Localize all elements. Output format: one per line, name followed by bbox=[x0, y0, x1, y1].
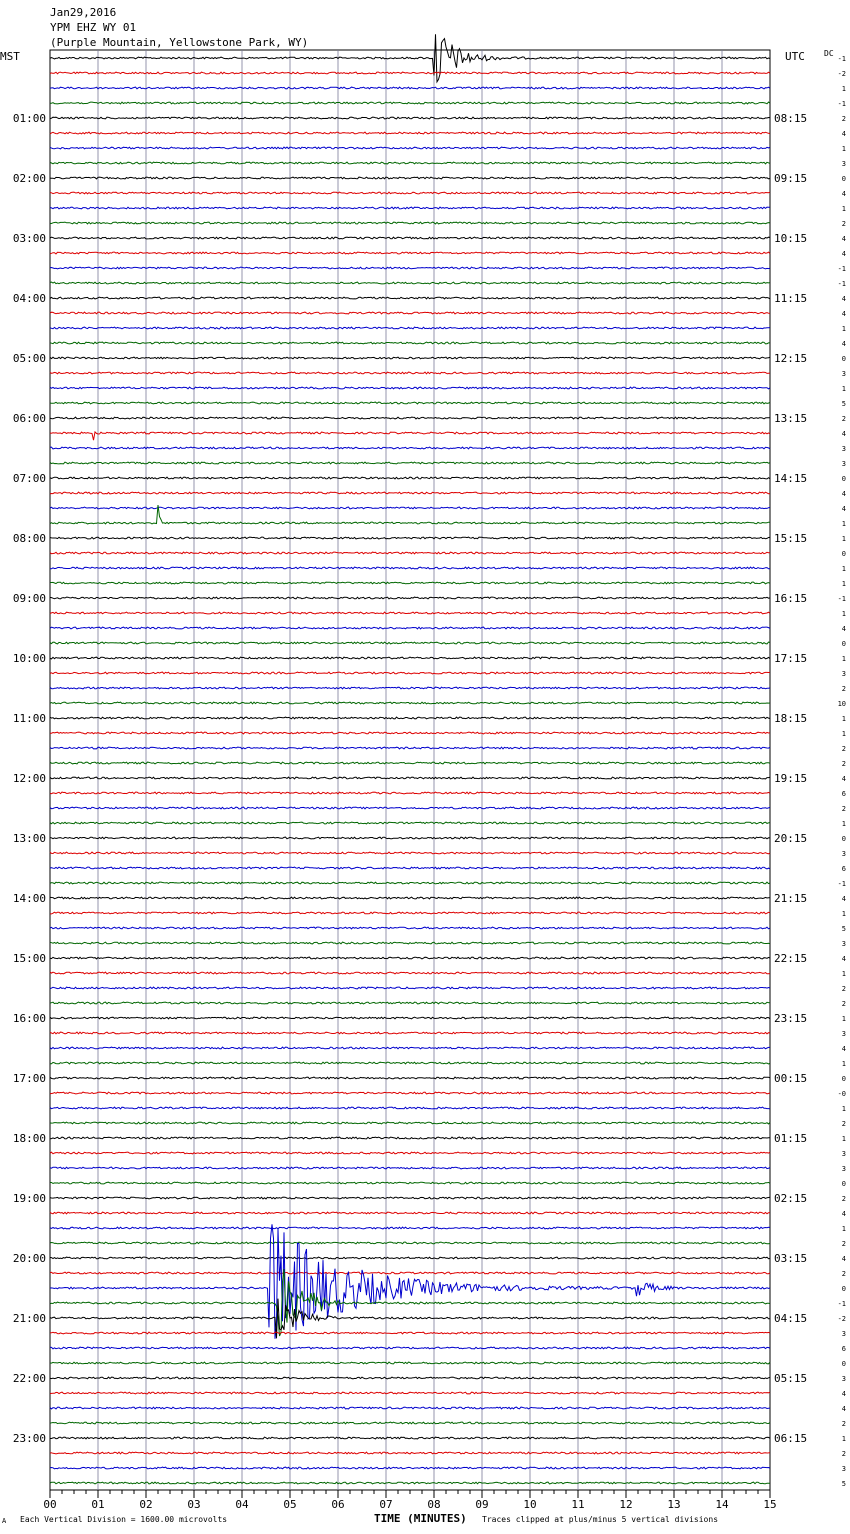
right-hour-label-12: 19:15 bbox=[774, 772, 808, 785]
dc-offset-91: 2 bbox=[841, 1420, 846, 1428]
trace-92 bbox=[50, 1437, 770, 1439]
dc-offset-83: -1 bbox=[837, 1300, 846, 1308]
trace-57 bbox=[50, 912, 770, 914]
trace-76 bbox=[50, 1197, 770, 1199]
left-hour-label-15: 15:00 bbox=[12, 952, 46, 965]
trace-91 bbox=[50, 1422, 770, 1424]
right-hour-label-19: 02:15 bbox=[774, 1192, 808, 1205]
left-hour-label-16: 16:00 bbox=[12, 1012, 46, 1025]
dc-offset-5: 4 bbox=[841, 130, 846, 138]
dc-offset-22: 1 bbox=[841, 385, 846, 393]
right-hour-label-15: 22:15 bbox=[774, 952, 808, 965]
left-hour-label-22: 22:00 bbox=[12, 1372, 46, 1385]
trace-63 bbox=[50, 1002, 770, 1004]
x-tick-label-14: 14 bbox=[715, 1498, 729, 1511]
scale-note: Each Vertical Division = 1600.00 microvolts bbox=[20, 1515, 228, 1524]
left-hour-label-9: 09:00 bbox=[12, 592, 46, 605]
right-hour-label-23: 06:15 bbox=[774, 1432, 808, 1445]
x-tick-label-2: 02 bbox=[139, 1498, 153, 1511]
right-hour-label-10: 17:15 bbox=[774, 652, 808, 665]
trace-19 bbox=[50, 342, 770, 344]
dc-offset-16: 4 bbox=[841, 295, 846, 303]
trace-50 bbox=[50, 807, 770, 809]
trace-34 bbox=[50, 567, 770, 569]
dc-offset-72: 1 bbox=[841, 1135, 846, 1143]
trace-85 bbox=[50, 1332, 770, 1334]
dc-offset-82: 0 bbox=[841, 1285, 846, 1293]
dc-offset-41: 3 bbox=[841, 670, 846, 678]
left-hour-label-12: 12:00 bbox=[12, 772, 46, 785]
x-tick-label-7: 07 bbox=[379, 1498, 393, 1511]
trace-74 bbox=[50, 1167, 770, 1169]
trace-28 bbox=[50, 477, 770, 479]
dc-offset-47: 2 bbox=[841, 760, 846, 768]
trace-72 bbox=[50, 1137, 770, 1139]
dc-offset-40: 1 bbox=[841, 655, 846, 663]
trace-41 bbox=[50, 672, 770, 674]
trace-81 bbox=[50, 1272, 770, 1274]
left-hour-label-19: 19:00 bbox=[12, 1192, 46, 1205]
trace-80 bbox=[50, 1257, 770, 1259]
trace-44 bbox=[50, 717, 770, 719]
trace-5 bbox=[50, 132, 770, 134]
trace-95 bbox=[50, 1482, 770, 1484]
trace-56 bbox=[50, 897, 770, 899]
dc-label: DC bbox=[824, 49, 834, 58]
dc-offset-19: 4 bbox=[841, 340, 846, 348]
dc-offset-87: 0 bbox=[841, 1360, 846, 1368]
trace-73 bbox=[50, 1152, 770, 1154]
trace-59 bbox=[50, 942, 770, 944]
dc-offset-59: 3 bbox=[841, 940, 846, 948]
dc-offset-57: 1 bbox=[841, 910, 846, 918]
dc-offset-7: 3 bbox=[841, 160, 846, 168]
dc-offset-42: 2 bbox=[841, 685, 846, 693]
trace-70 bbox=[50, 1107, 770, 1109]
trace-58 bbox=[50, 927, 770, 929]
trace-26 bbox=[50, 447, 770, 449]
dc-offset-95: 5 bbox=[841, 1480, 846, 1488]
dc-offset-29: 4 bbox=[841, 490, 846, 498]
dc-offset-30: 4 bbox=[841, 505, 846, 513]
right-hour-label-14: 21:15 bbox=[774, 892, 808, 905]
trace-43 bbox=[50, 702, 770, 704]
dc-offset-9: 4 bbox=[841, 190, 846, 198]
trace-35 bbox=[50, 582, 770, 584]
left-hour-label-10: 10:00 bbox=[12, 652, 46, 665]
trace-10 bbox=[50, 207, 770, 209]
trace-53 bbox=[50, 852, 770, 854]
trace-17 bbox=[50, 312, 770, 314]
right-hour-label-13: 20:15 bbox=[774, 832, 808, 845]
trace-89 bbox=[50, 1392, 770, 1394]
trace-86 bbox=[50, 1347, 770, 1349]
trace-49 bbox=[50, 792, 770, 794]
trace-69 bbox=[50, 1092, 770, 1094]
dc-offset-0: -1 bbox=[837, 55, 846, 63]
dc-offset-62: 2 bbox=[841, 985, 846, 993]
right-hour-label-16: 23:15 bbox=[774, 1012, 808, 1025]
dc-offset-63: 2 bbox=[841, 1000, 846, 1008]
dc-offset-33: 0 bbox=[841, 550, 846, 558]
left-hour-label-2: 02:00 bbox=[12, 172, 46, 185]
plot-frame bbox=[50, 50, 770, 1490]
dc-offset-56: 4 bbox=[841, 895, 846, 903]
trace-48 bbox=[50, 777, 770, 779]
right-timezone-label: UTC bbox=[785, 50, 805, 63]
trace-94 bbox=[50, 1467, 770, 1469]
dc-offset-44: 1 bbox=[841, 715, 846, 723]
trace-62 bbox=[50, 987, 770, 989]
dc-offset-10: 1 bbox=[841, 205, 846, 213]
trace-18 bbox=[50, 327, 770, 329]
dc-offset-60: 4 bbox=[841, 955, 846, 963]
dc-offset-93: 2 bbox=[841, 1450, 846, 1458]
dc-offset-17: 4 bbox=[841, 310, 846, 318]
right-hour-label-7: 14:15 bbox=[774, 472, 808, 485]
dc-offset-85: 3 bbox=[841, 1330, 846, 1338]
dc-offset-54: 6 bbox=[841, 865, 846, 873]
dc-offset-51: 1 bbox=[841, 820, 846, 828]
left-hour-label-8: 08:00 bbox=[12, 532, 46, 545]
trace-27 bbox=[50, 462, 770, 464]
trace-20 bbox=[50, 357, 770, 359]
dc-offset-86: 6 bbox=[841, 1345, 846, 1353]
left-hour-label-4: 04:00 bbox=[12, 292, 46, 305]
dc-offset-55: -1 bbox=[837, 880, 846, 888]
trace-67 bbox=[50, 1062, 770, 1064]
dc-offset-20: 0 bbox=[841, 355, 846, 363]
left-hour-label-11: 11:00 bbox=[12, 712, 46, 725]
trace-51 bbox=[50, 822, 770, 824]
dc-offset-68: 0 bbox=[841, 1075, 846, 1083]
dc-offset-89: 4 bbox=[841, 1390, 846, 1398]
dc-offset-80: 4 bbox=[841, 1255, 846, 1263]
trace-71 bbox=[50, 1122, 770, 1124]
dc-offset-58: 5 bbox=[841, 925, 846, 933]
trace-52 bbox=[50, 837, 770, 839]
dc-offset-14: -1 bbox=[837, 265, 846, 273]
dc-offset-31: 1 bbox=[841, 520, 846, 528]
trace-46 bbox=[50, 747, 770, 749]
dc-offset-18: 1 bbox=[841, 325, 846, 333]
x-tick-label-0: 00 bbox=[43, 1498, 57, 1511]
trace-60 bbox=[50, 957, 770, 959]
left-hour-label-14: 14:00 bbox=[12, 892, 46, 905]
trace-0 bbox=[50, 34, 770, 82]
right-hour-label-17: 00:15 bbox=[774, 1072, 808, 1085]
left-timezone-label: MST bbox=[0, 50, 20, 63]
dc-offset-64: 1 bbox=[841, 1015, 846, 1023]
station-code: YPM EHZ WY 01 bbox=[50, 21, 137, 34]
trace-40 bbox=[50, 657, 770, 659]
x-tick-label-3: 03 bbox=[187, 1498, 201, 1511]
trace-29 bbox=[50, 492, 770, 494]
trace-7 bbox=[50, 162, 770, 164]
x-tick-label-8: 08 bbox=[427, 1498, 441, 1511]
dc-offset-32: 1 bbox=[841, 535, 846, 543]
trace-82 bbox=[50, 1224, 770, 1339]
trace-21 bbox=[50, 372, 770, 374]
trace-24 bbox=[50, 417, 770, 419]
trace-55 bbox=[50, 882, 770, 884]
trace-15 bbox=[50, 282, 770, 284]
dc-offset-21: 3 bbox=[841, 370, 846, 378]
dc-offset-45: 1 bbox=[841, 730, 846, 738]
right-hour-label-6: 13:15 bbox=[774, 412, 808, 425]
x-tick-label-12: 12 bbox=[619, 1498, 633, 1511]
dc-offset-76: 2 bbox=[841, 1195, 846, 1203]
dc-offset-75: 0 bbox=[841, 1180, 846, 1188]
trace-87 bbox=[50, 1362, 770, 1364]
trace-77 bbox=[50, 1212, 770, 1214]
x-axis-label: TIME (MINUTES) bbox=[374, 1512, 467, 1525]
dc-offset-65: 3 bbox=[841, 1030, 846, 1038]
trace-68 bbox=[50, 1077, 770, 1079]
dc-offset-49: 6 bbox=[841, 790, 846, 798]
dc-offset-53: 3 bbox=[841, 850, 846, 858]
x-tick-label-9: 09 bbox=[475, 1498, 489, 1511]
left-hour-label-17: 17:00 bbox=[12, 1072, 46, 1085]
dc-offset-74: 3 bbox=[841, 1165, 846, 1173]
trace-22 bbox=[50, 387, 770, 389]
trace-93 bbox=[50, 1452, 770, 1454]
left-hour-label-18: 18:00 bbox=[12, 1132, 46, 1145]
trace-47 bbox=[50, 762, 770, 764]
left-hour-label-7: 07:00 bbox=[12, 472, 46, 485]
x-tick-label-13: 13 bbox=[667, 1498, 681, 1511]
dc-offset-27: 3 bbox=[841, 460, 846, 468]
dc-offset-38: 4 bbox=[841, 625, 846, 633]
dc-offset-66: 4 bbox=[841, 1045, 846, 1053]
trace-11 bbox=[50, 222, 770, 224]
trace-88 bbox=[50, 1377, 770, 1379]
dc-offset-90: 4 bbox=[841, 1405, 846, 1413]
trace-45 bbox=[50, 732, 770, 734]
trace-39 bbox=[50, 642, 770, 644]
trace-3 bbox=[50, 102, 770, 104]
trace-9 bbox=[50, 192, 770, 194]
dc-offset-46: 2 bbox=[841, 745, 846, 753]
dc-offset-23: 5 bbox=[841, 400, 846, 408]
right-hour-label-21: 04:15 bbox=[774, 1312, 808, 1325]
dc-offset-15: -1 bbox=[837, 280, 846, 288]
trace-32 bbox=[50, 537, 770, 539]
trace-8 bbox=[50, 177, 770, 179]
trace-75 bbox=[50, 1182, 770, 1184]
right-hour-label-3: 10:15 bbox=[774, 232, 808, 245]
dc-offset-39: 0 bbox=[841, 640, 846, 648]
trace-16 bbox=[50, 297, 770, 299]
dc-offset-36: -1 bbox=[837, 595, 846, 603]
clip-note: Traces clipped at plus/minus 5 vertical divisions bbox=[482, 1515, 719, 1524]
right-hour-label-8: 15:15 bbox=[774, 532, 808, 545]
dc-offset-92: 1 bbox=[841, 1435, 846, 1443]
trace-83 bbox=[50, 1269, 770, 1336]
trace-14 bbox=[50, 267, 770, 269]
chart-date: Jan29,2016 bbox=[50, 6, 117, 19]
x-tick-label-5: 05 bbox=[283, 1498, 297, 1511]
trace-61 bbox=[50, 972, 770, 974]
dc-offset-73: 3 bbox=[841, 1150, 846, 1158]
dc-offset-3: -1 bbox=[837, 100, 846, 108]
trace-4 bbox=[50, 117, 770, 119]
right-hour-label-22: 05:15 bbox=[774, 1372, 808, 1385]
left-hour-label-1: 01:00 bbox=[12, 112, 46, 125]
trace-66 bbox=[50, 1047, 770, 1049]
dc-offset-1: -2 bbox=[837, 70, 846, 78]
trace-38 bbox=[50, 627, 770, 629]
left-hour-label-3: 03:00 bbox=[12, 232, 46, 245]
dc-offset-67: 1 bbox=[841, 1060, 846, 1068]
trace-79 bbox=[50, 1242, 770, 1244]
dc-offset-2: 1 bbox=[841, 85, 846, 93]
dc-offset-8: 0 bbox=[841, 175, 846, 183]
trace-90 bbox=[50, 1407, 770, 1409]
right-hour-label-20: 03:15 bbox=[774, 1252, 808, 1265]
dc-offset-61: 1 bbox=[841, 970, 846, 978]
trace-78 bbox=[50, 1227, 770, 1229]
left-hour-label-20: 20:00 bbox=[12, 1252, 46, 1265]
trace-2 bbox=[50, 87, 770, 89]
dc-offset-48: 4 bbox=[841, 775, 846, 783]
trace-12 bbox=[50, 237, 770, 239]
dc-offset-25: 4 bbox=[841, 430, 846, 438]
dc-offset-50: 2 bbox=[841, 805, 846, 813]
dc-offset-43: 10 bbox=[837, 700, 846, 708]
dc-offset-79: 2 bbox=[841, 1240, 846, 1248]
dc-offset-34: 1 bbox=[841, 565, 846, 573]
right-hour-label-18: 01:15 bbox=[774, 1132, 808, 1145]
trace-33 bbox=[50, 552, 770, 554]
x-tick-label-6: 06 bbox=[331, 1498, 345, 1511]
dc-offset-35: 1 bbox=[841, 580, 846, 588]
dc-offset-28: 0 bbox=[841, 475, 846, 483]
right-hour-label-9: 16:15 bbox=[774, 592, 808, 605]
right-hour-label-4: 11:15 bbox=[774, 292, 808, 305]
dc-offset-4: 2 bbox=[841, 115, 846, 123]
dc-offset-78: 1 bbox=[841, 1225, 846, 1233]
left-hour-label-6: 06:00 bbox=[12, 412, 46, 425]
trace-25 bbox=[50, 432, 770, 440]
trace-64 bbox=[50, 1017, 770, 1019]
dc-offset-70: 1 bbox=[841, 1105, 846, 1113]
x-tick-label-15: 15 bbox=[763, 1498, 777, 1511]
footer-mark: A bbox=[2, 1517, 7, 1525]
trace-1 bbox=[50, 72, 770, 74]
dc-offset-69: -0 bbox=[837, 1090, 846, 1098]
station-location: (Purple Mountain, Yellowstone Park, WY) bbox=[50, 36, 309, 49]
trace-65 bbox=[50, 1032, 770, 1034]
right-hour-label-1: 08:15 bbox=[774, 112, 808, 125]
dc-offset-6: 1 bbox=[841, 145, 846, 153]
left-hour-label-23: 23:00 bbox=[12, 1432, 46, 1445]
left-hour-label-5: 05:00 bbox=[12, 352, 46, 365]
x-tick-label-11: 11 bbox=[571, 1498, 585, 1511]
right-hour-label-11: 18:15 bbox=[774, 712, 808, 725]
left-hour-label-21: 21:00 bbox=[12, 1312, 46, 1325]
trace-54 bbox=[50, 867, 770, 869]
right-hour-label-5: 12:15 bbox=[774, 352, 808, 365]
dc-offset-71: 2 bbox=[841, 1120, 846, 1128]
dc-offset-84: -2 bbox=[837, 1315, 846, 1323]
trace-23 bbox=[50, 402, 770, 404]
dc-offset-94: 3 bbox=[841, 1465, 846, 1473]
x-tick-label-10: 10 bbox=[523, 1498, 537, 1511]
trace-13 bbox=[50, 252, 770, 254]
left-hour-label-13: 13:00 bbox=[12, 832, 46, 845]
dc-offset-52: 0 bbox=[841, 835, 846, 843]
dc-offset-88: 3 bbox=[841, 1375, 846, 1383]
trace-6 bbox=[50, 147, 770, 149]
dc-offset-13: 4 bbox=[841, 250, 846, 258]
x-tick-label-4: 04 bbox=[235, 1498, 249, 1511]
dc-offset-11: 2 bbox=[841, 220, 846, 228]
x-tick-label-1: 01 bbox=[91, 1498, 105, 1511]
dc-offset-24: 2 bbox=[841, 415, 846, 423]
right-hour-label-2: 09:15 bbox=[774, 172, 808, 185]
dc-offset-12: 4 bbox=[841, 235, 846, 243]
dc-offset-37: 1 bbox=[841, 610, 846, 618]
dc-offset-77: 4 bbox=[841, 1210, 846, 1218]
dc-offset-81: 2 bbox=[841, 1270, 846, 1278]
trace-36 bbox=[50, 597, 770, 599]
trace-37 bbox=[50, 612, 770, 614]
dc-offset-26: 3 bbox=[841, 445, 846, 453]
trace-42 bbox=[50, 687, 770, 689]
